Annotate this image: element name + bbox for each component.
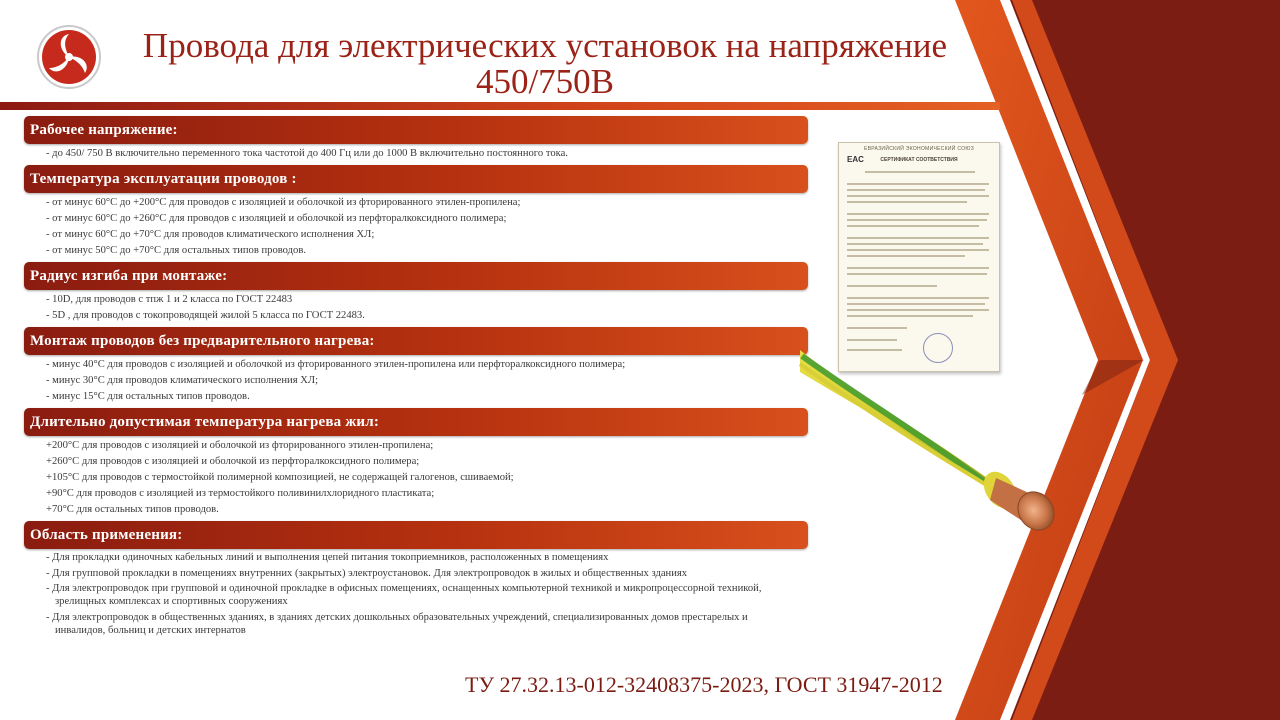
list-item: - от минус 60°С до +200°С для проводов с изоляцией и оболочкой из фторированного этилен-пропилена; [46,197,521,208]
section-application-area [24,521,808,642]
list-item: +200°С для проводов с изоляцией и оболочкой из фторированного этилен-пропилена; [46,440,434,451]
list-item: - от минус 60°С до +70°С для проводов климатического исполнения ХЛ; [46,229,375,240]
list-item: +90°С для проводов с изоляцией из термостойкого поливинилхлоридного пластиката; [46,488,435,499]
section-heading: Длительно допустимая температура нагрева жил: [24,408,808,436]
list-item: - 10D, для проводов с тпж 1 и 2 класса по ГОСТ 22483 [46,294,293,305]
section-items [24,436,808,521]
section-items [24,193,808,262]
list-item: +70°С для остальных типов проводов. [46,504,219,515]
header-divider [0,102,1000,110]
section-working-voltage [24,116,808,165]
list-item: +105°С для проводов с термостойкой полимерной композицией, не содержащей галогенов, сшиваемой; [46,472,514,483]
section-installation-no-preheat [24,327,808,408]
section-items [24,549,808,642]
list-item: - 5D , для проводов с токопроводящей жилой 5 класса по ГОСТ 22483. [46,310,365,321]
certificate-header: ЕВРАЗИЙСКИЙ ЭКОНОМИЧЕСКИЙ СОЮЗ [863,146,975,152]
certificate-title: СЕРТИФИКАТ СООТВЕТСТВИЯ [880,157,958,163]
list-item: - от минус 50°С до +70°С для остальных типов проводов. [46,245,307,256]
list-item: - Для электропроводок при групповой и одиночной прокладке в офисных помещениях, оснащенных компьютерной техникой и микропроцессорной техникой, зрелищных комплексах и спортивных сооружениях [46,583,762,607]
title-line-2: 450/750В [475,62,615,101]
list-item: - минус 30°С для проводов климатического исполнения ХЛ; [46,375,319,386]
title-line-1: Провода для электрических установок на напряжение [142,26,948,65]
section-heading: Рабочее напряжение: [24,116,808,144]
section-heading: Область применения: [24,521,808,549]
list-item: - Для электропроводок в общественных зданиях, в зданиях детских дошкольных образовательных учреждений, специализированных домов престарелых и инвалидов, больниц и детских интернатов [46,611,748,636]
list-item: - минус 15°С для остальных типов проводов. [46,391,250,402]
section-max-conductor-temperature [24,408,808,521]
section-heading: Температура эксплуатации проводов : [24,165,808,193]
section-heading: Монтаж проводов без предварительного нагрева: [24,327,808,355]
list-item: - до 450/ 750 В включительно переменного тока частотой до 400 Гц или до 1000 В включительно постоянного тока. [46,148,568,159]
section-operating-temperature [24,165,808,262]
section-items [24,355,808,408]
section-items [24,144,808,165]
list-item: - минус 40°С для проводов с изоляцией и оболочкой из фторированного этилен-пропилена или перфторалкоксидного полимера; [46,359,626,370]
section-bend-radius [24,262,808,327]
certificate-stamp [923,333,953,363]
page-title [110,28,980,100]
certificate-image [838,142,1000,372]
list-item: - Для прокладки одиночных кабельных линий и выполнения цепей питания токоприемников, расположенных в помещениях [46,552,609,563]
eac-mark: EAC [847,155,864,164]
section-items [24,290,808,327]
list-item: +260°С для проводов с изоляцией и оболочкой из перфторалкоксидного полимера; [46,456,420,467]
company-logo [36,24,102,90]
list-item: - Для групповой прокладки в помещениях внутренних (закрытых) электроустановок. Для электропроводок в жилых и общественных зданиях [46,567,688,579]
list-item: - от минус 60°С до +260°С для проводов с изоляцией и оболочкой из перфторалкоксидного полимера; [46,213,507,224]
spec-content [24,116,808,642]
standards-footer: ТУ 27.32.13-012-32408375-2023, ГОСТ 31947-2012 [465,672,943,697]
section-heading: Радиус изгиба при монтаже: [24,262,808,290]
